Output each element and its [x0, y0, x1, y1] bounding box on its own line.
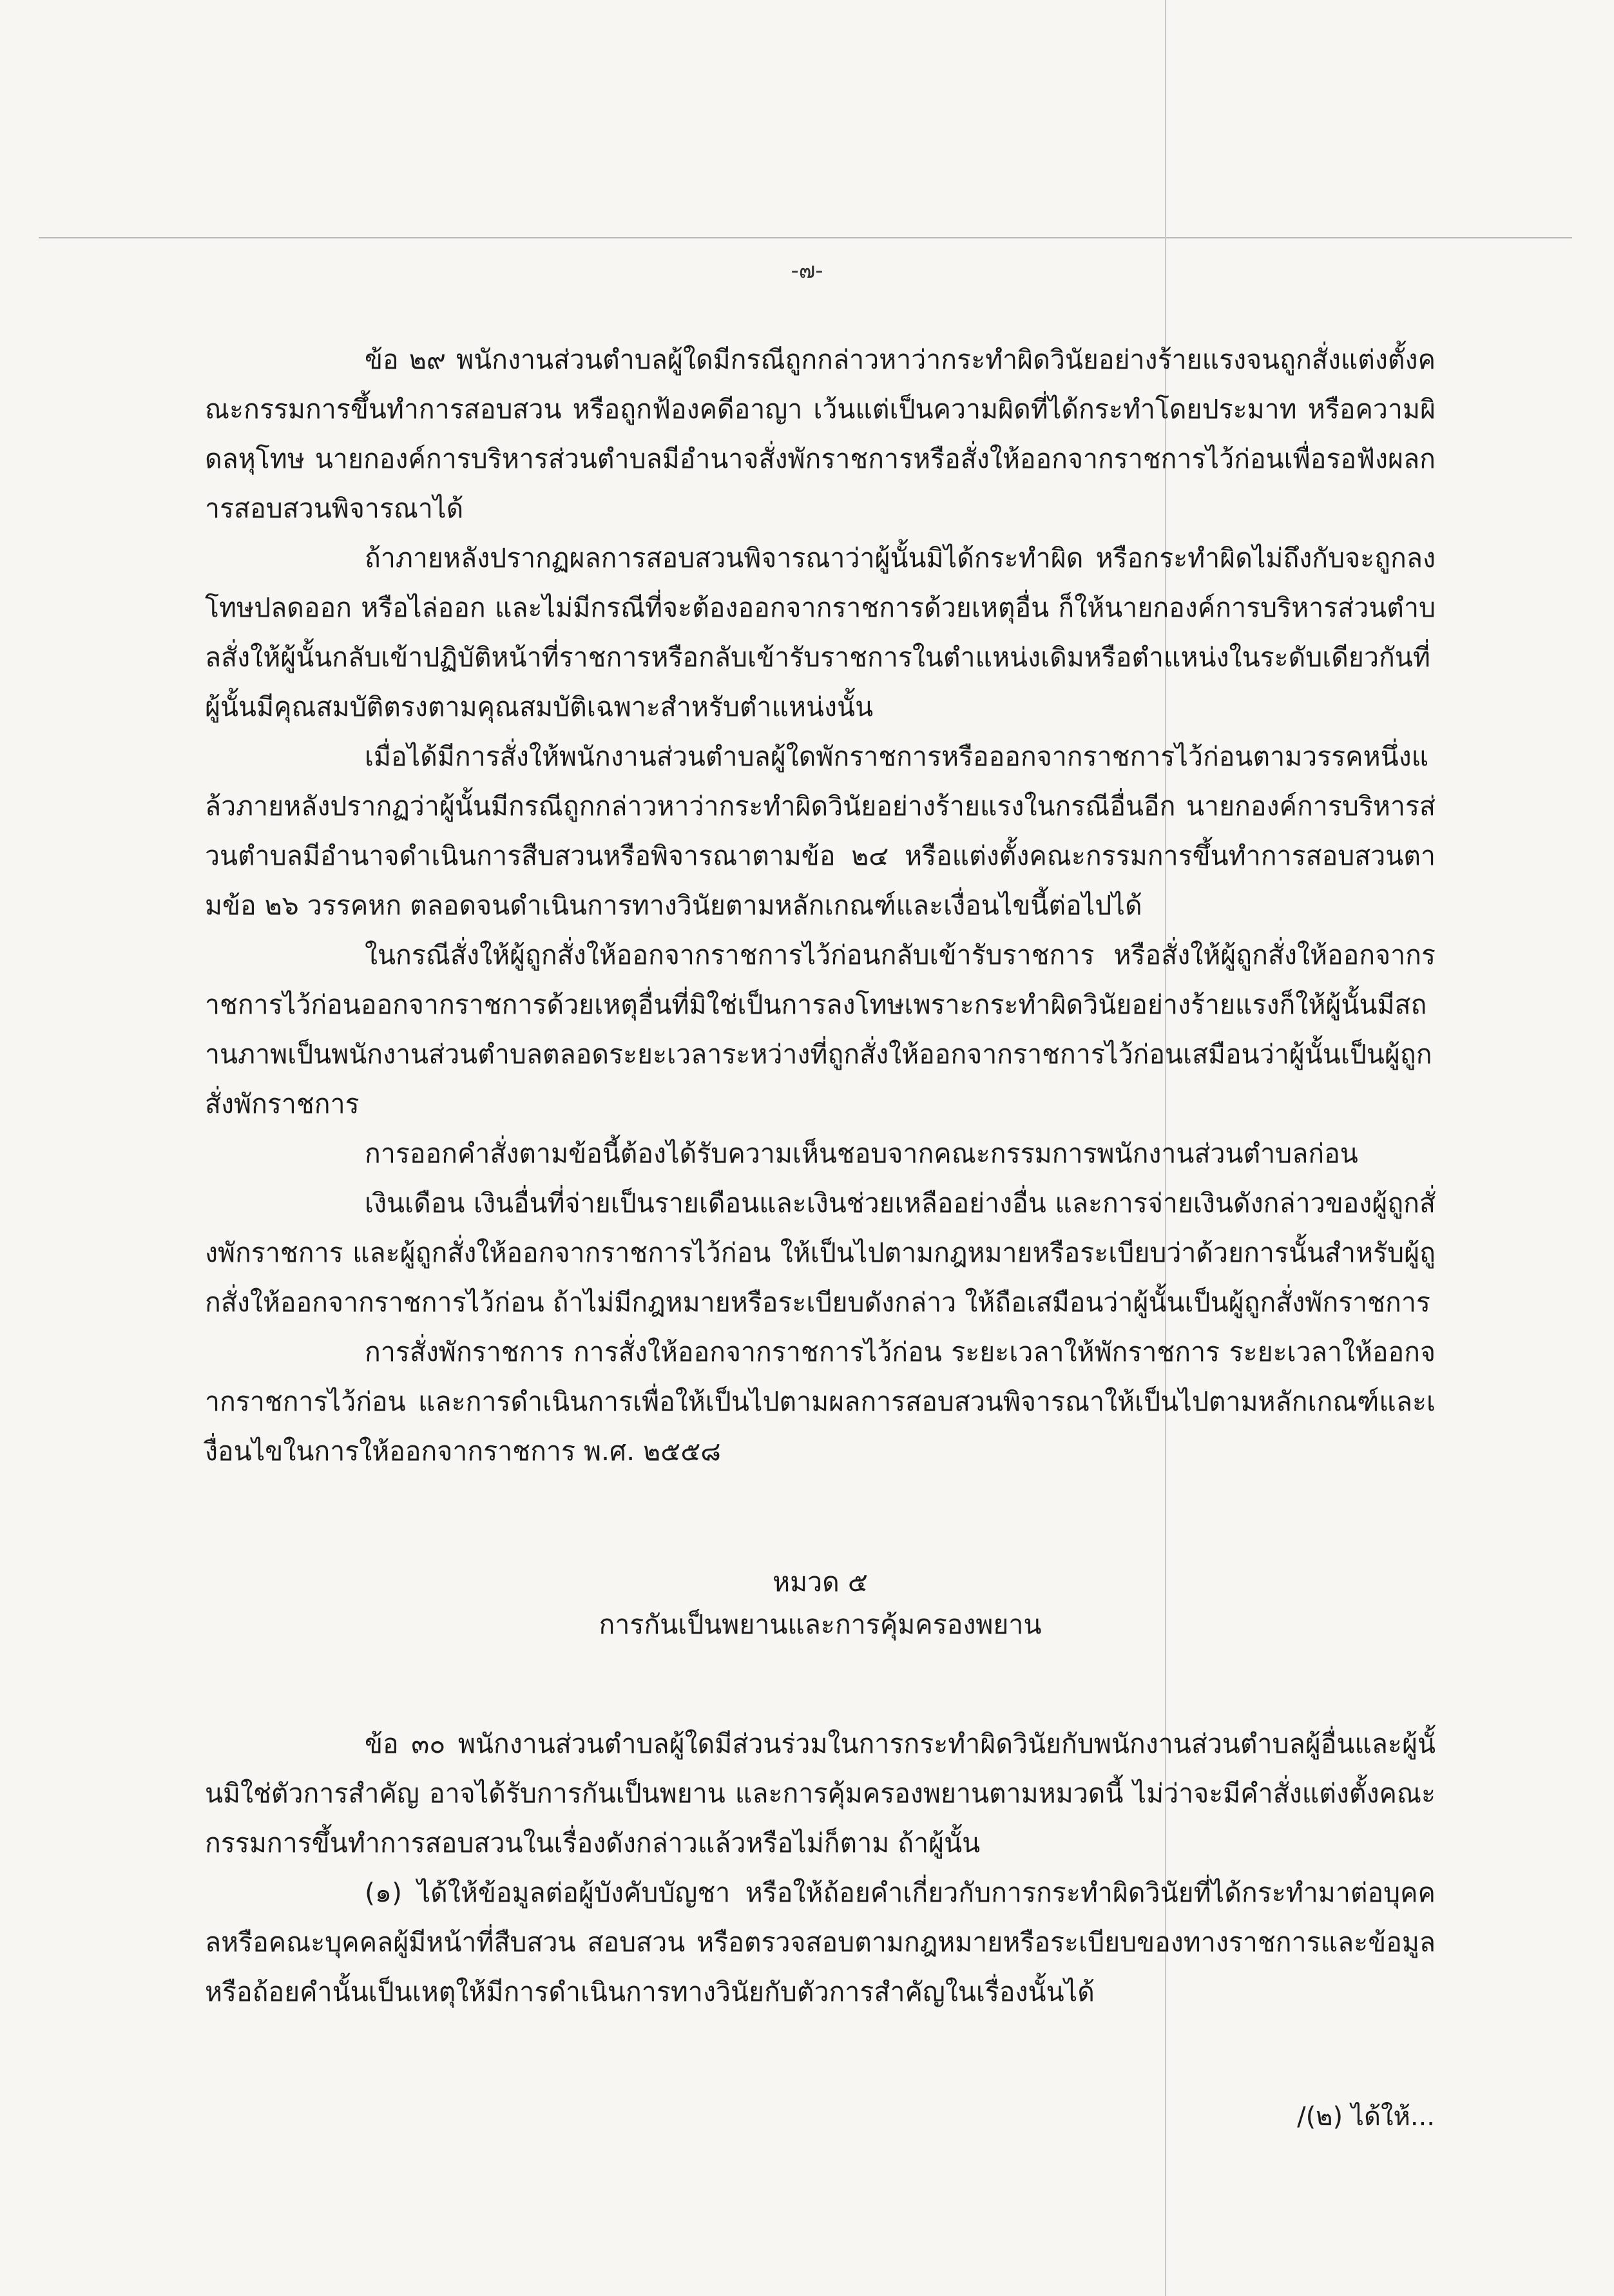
paragraph: ข้อ ๒๙ พนักงานส่วนตำบลผู้ใดมีกรณีถูกกล่าวหาว่ากระทำผิดวินัยอย่างร้ายแรงจนถูกสั่งแต่งตั้งคณะกรรมการขึ้นทำการสอบสวน หรือถูกฟ้องคดีอาญา เว้นแต่เป็นความผิดที่ได้กระทำโดยประมาท หรือความผิดลหุโทษ นายกองค์การบริหารส่วนตำบลมีอำนาจสั่งพักราชการหรือสั่งให้ออกจากราชการไว้ก่อนเพื่อรอฟังผลการสอบสวนพิจารณาได้ [205, 344, 1436, 524]
chapter-title: การกันเป็นพยานและการคุ้มครองพยาน [599, 1609, 1042, 1640]
chapter-heading [205, 1561, 1436, 1646]
paragraph: เงินเดือน เงินอื่นที่จ่ายเป็นรายเดือนและเงินช่วยเหลืออย่างอื่น และการจ่ายเงินดังกล่าวของผู้ถูกสั่งพักราชการ และผู้ถูกสั่งให้ออกจากราชการไว้ก่อน ให้เป็นไปตามกฎหมายหรือระเบียบว่าด้วยการนั้นสำหรับผู้ถูกสั่งให้ออกจากราชการไว้ก่อน ถ้าไม่มีกฎหมายหรือระเบียบดังกล่าว ให้ถือเสมือนว่าผู้นั้นเป็นผู้ถูกสั่งพักราชการ [205, 1188, 1436, 1318]
paragraph: การออกคำสั่งตามข้อนี้ต้องได้รับความเห็นชอบจากคณะกรรมการพนักงานส่วนตำบลก่อน [365, 1138, 1358, 1169]
paragraph: (๑) ได้ให้ข้อมูลต่อผู้บังคับบัญชา หรือให้ถ้อยคำเกี่ยวกับการกระทำผิดวินัยที่ได้กระทำมาต่อบุคคลหรือคณะบุคคลผู้มีหน้าที่สืบสวน สอบสวน หรือตรวจสอบตามกฎหมายหรือระเบียบของทางราชการและข้อมูลหรือถ้อยคำนั้นเป็นเหตุให้มีการดำเนินการทางวินัยกับตัวการสำคัญในเรื่องนั้นได้ [205, 1877, 1436, 2007]
chapter-number: หมวด ๕ [773, 1567, 868, 1597]
page-number: -๗- [791, 258, 823, 284]
paragraph: ข้อ ๓๐ พนักงานส่วนตำบลผู้ใดมีส่วนร่วมในการกระทำผิดวินัยกับพนักงานส่วนตำบลผู้อื่นและผู้นั้นมิใช่ตัวการสำคัญ อาจได้รับการกันเป็นพยาน และการคุ้มครองพยานตามหมวดนี้ ไม่ว่าจะมีคำสั่งแต่งตั้งคณะกรรมการขึ้นทำการสอบสวนในเรื่องดังกล่าวแล้วหรือไม่ก็ตาม ถ้าผู้นั้น [205, 1728, 1436, 1858]
section-30 [205, 1719, 1436, 2017]
paragraph: ถ้าภายหลังปรากฏผลการสอบสวนพิจารณาว่าผู้นั้นมิได้กระทำผิด หรือกระทำผิดไม่ถึงกับจะถูกลงโทษปลดออก หรือไล่ออก และไม่มีกรณีที่จะต้องออกจากราชการด้วยเหตุอื่น ก็ให้นายกองค์การบริหารส่วนตำบลสั่งให้ผู้นั้นกลับเข้าปฏิบัติหน้าที่ราชการหรือกลับเข้ารับราชการในตำแหน่งเดิมหรือตำแหน่งในระดับเดียวกันที่ผู้นั้นมีคุณสมบัติตรงตามคุณสมบัติเฉพาะสำหรับตำแหน่งนั้น [205, 543, 1436, 722]
paragraph: เมื่อได้มีการสั่งให้พนักงานส่วนตำบลผู้ใดพักราชการหรือออกจากราชการไว้ก่อนตามวรรคหนึ่งแล้วภายหลังปรากฏว่าผู้นั้นมีกรณีถูกกล่าวหาว่ากระทำผิดวินัยอย่างร้ายแรงในกรณีอื่นอีก นายกองค์การบริหารส่วนตำบลมีอำนาจดำเนินการสืบสวนหรือพิจารณาตามข้อ ๒๔ หรือแต่งตั้งคณะกรรมการขึ้นทำการสอบสวนตามข้อ ๒๖ วรรคหก ตลอดจนดำเนินการทางวินัยตามหลักเกณฑ์และเงื่อนไขนี้ต่อไปได้ [205, 741, 1436, 921]
continuation-marker: /(๒) ได้ให้... [1297, 2102, 1435, 2132]
paragraph: การสั่งพักราชการ การสั่งให้ออกจากราชการไว้ก่อน ระยะเวลาให้พักราชการ ระยะเวลาให้ออกจากราชการไว้ก่อน และการดำเนินการเพื่อให้เป็นไปตามผลการสอบสวนพิจารณาให้เป็นไปตามหลักเกณฑ์และเงื่อนไขในการให้ออกจากราชการ พ.ศ. ๒๕๕๘ [205, 1336, 1436, 1467]
section-29 [205, 335, 1436, 1476]
top-rule [39, 237, 1572, 238]
paragraph: ในกรณีสั่งให้ผู้ถูกสั่งให้ออกจากราชการไว้ก่อนกลับเข้ารับราชการ หรือสั่งให้ผู้ถูกสั่งให้ออกจากราชการไว้ก่อนออกจากราชการด้วยเหตุอื่นที่มิใช่เป็นการลงโทษเพราะกระทำผิดวินัยอย่างร้ายแรงก็ให้ผู้นั้นมีสถานภาพเป็นพนักงานส่วนตำบลตลอดระยะเวลาระหว่างที่ถูกสั่งให้ออกจากราชการไว้ก่อนเสมือนว่าผู้นั้นเป็นผู้ถูกสั่งพักราชการ [205, 940, 1436, 1119]
